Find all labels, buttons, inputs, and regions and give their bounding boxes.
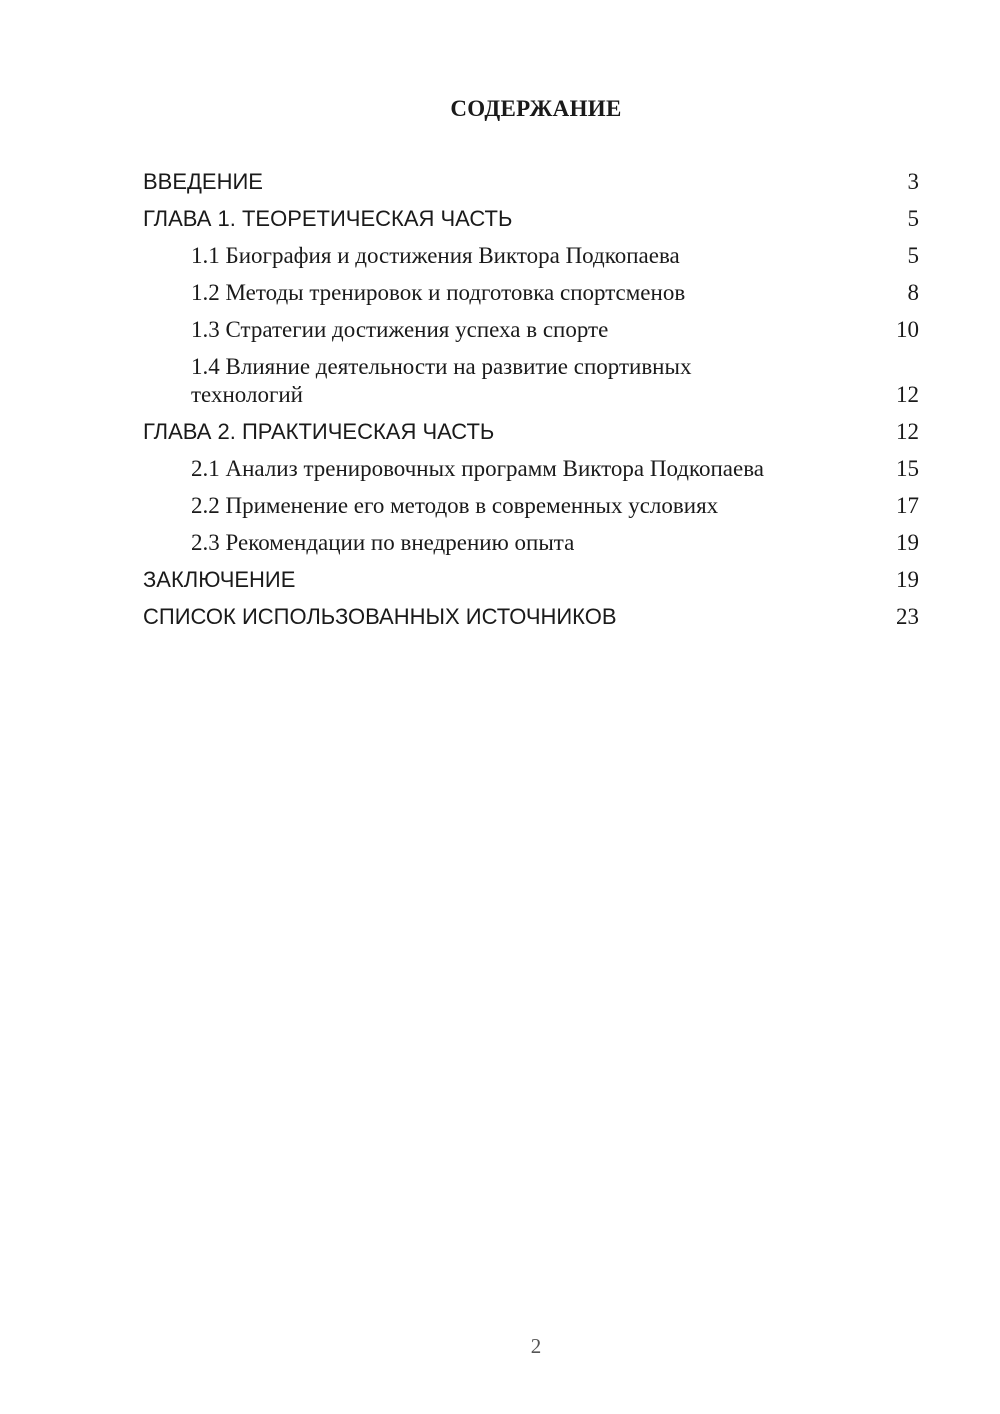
toc-entry-section-1-4[interactable] [143, 353, 919, 409]
toc-entry-page: 15 [896, 456, 919, 481]
page-title: СОДЕРЖАНИЕ [450, 96, 622, 121]
toc-entry-page: 23 [896, 604, 919, 629]
toc-entry-page: 12 [896, 419, 919, 444]
toc-entry-label: ЗАКЛЮЧЕНИЕ [143, 567, 296, 592]
toc-entry-label: ГЛАВА 2. ПРАКТИЧЕСКАЯ ЧАСТЬ [143, 419, 495, 444]
toc-entry-label: 1.3 Стратегии достижения успеха в спорте [191, 317, 609, 342]
toc-entry-page: 19 [896, 567, 919, 592]
toc-entry-section-1-2[interactable] [143, 279, 919, 307]
toc-entry-section-2-3[interactable] [143, 529, 919, 557]
toc-entry-section-1-3[interactable] [143, 316, 919, 344]
toc-entry-page: 3 [907, 169, 919, 194]
toc-entry-label: ВВЕДЕНИЕ [143, 169, 263, 194]
page-number: 2 [530, 1334, 542, 1358]
toc-entry-conclusion[interactable] [143, 566, 919, 594]
toc-entry-chapter-2[interactable] [143, 418, 919, 446]
toc-entry-chapter-1[interactable] [143, 205, 919, 233]
toc-entry-label: 1.2 Методы тренировок и подготовка спортсменов [191, 280, 686, 305]
table-of-contents [143, 168, 919, 640]
toc-entry-label: 2.2 Применение его методов в современных условиях [191, 493, 719, 518]
toc-entry-page: 17 [896, 493, 919, 518]
toc-entry-introduction[interactable] [143, 168, 919, 196]
toc-entry-label: 2.3 Рекомендации по внедрению опыта [191, 530, 575, 555]
toc-entry-page: 19 [896, 530, 919, 555]
toc-entry-section-1-1[interactable] [143, 242, 919, 270]
toc-entry-label: 1.1 Биография и достижения Виктора Подкопаева [191, 243, 680, 268]
toc-entry-label: 2.1 Анализ тренировочных программ Виктора Подкопаева [191, 456, 764, 481]
toc-entry-page: 5 [907, 243, 919, 268]
toc-entry-label: ГЛАВА 1. ТЕОРЕТИЧЕСКАЯ ЧАСТЬ [143, 206, 513, 231]
toc-entry-page: 10 [896, 317, 919, 342]
toc-entry-page: 8 [907, 280, 919, 305]
toc-entry-label: 1.4 Влияние деятельности на развитие спортивных технологий [191, 354, 692, 407]
toc-entry-page: 5 [907, 206, 919, 231]
toc-entry-label: СПИСОК ИСПОЛЬЗОВАННЫХ ИСТОЧНИКОВ [143, 604, 617, 629]
toc-entry-references[interactable] [143, 603, 919, 631]
toc-entry-page: 12 [896, 382, 919, 407]
toc-entry-section-2-2[interactable] [143, 492, 919, 520]
toc-entry-section-2-1[interactable] [143, 455, 919, 483]
